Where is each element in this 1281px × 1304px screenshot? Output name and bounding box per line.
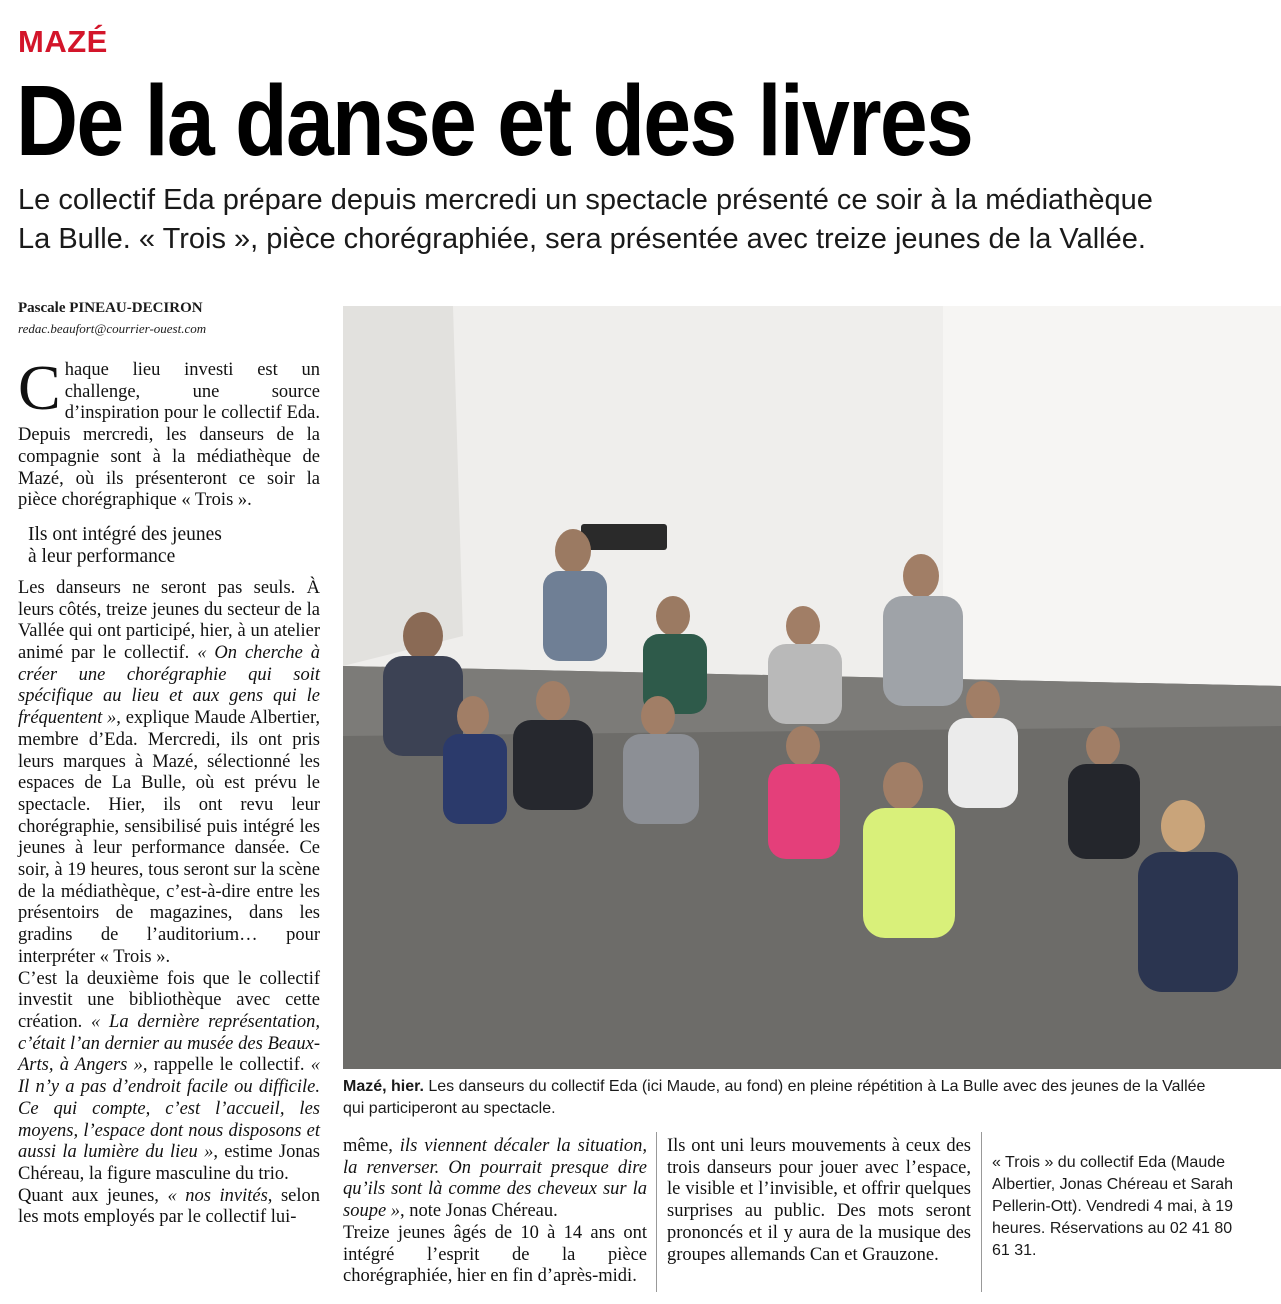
lead-line: Le collectif Eda prépare depuis mercredi un spectacle présenté ce soir à la médiathèque <box>18 184 1153 216</box>
drop-cap: C <box>18 352 61 423</box>
article-column-2 <box>343 1136 647 1288</box>
article-column-3 <box>667 1136 971 1266</box>
photo-caption: Mazé, hier. Les danseurs du collectif Eda (ici Maude, au fond) en pleine répétition à La Bulle avec des jeunes de la Vallée qui participeront au spectacle. <box>343 1078 1206 1117</box>
author-name: Pascale PINEAU-DECIRON <box>18 300 203 316</box>
info-box: « Trois » du collectif Eda (Maude Albertier, Jonas Chéreau et Sarah Pellerin-Ott). Vendredi 4 mai, à 19 heures. Réservations au 02 41 80 61 31. <box>992 1154 1234 1259</box>
headline: De la danse et des livres <box>16 65 973 177</box>
paragraph: C’est la deuxième fois que le collectif investit une bibliothèque avec cette création. « La dernière représentation, c’était l’an dernier au musée des Beaux-Arts, à Angers », rappelle le collectif. « Il n’y a pas d’endroit facile ou difficile. Ce qui compte, c’est l’accueil, les moyens, l’espace dont nous disposons et aussi la lumière du lieu », estime Jonas Chéreau, la figure masculine du trio. <box>18 968 321 1184</box>
paragraph: Treize jeunes âgés de 10 à 14 ans ont intégré l’esprit de la pièce chorégraphiée, hier en fin d’après-midi. <box>343 1222 647 1287</box>
paragraph: Chaque lieu investi est un challenge, une source d’inspiration pour le collectif Eda. Depuis mercredi, les danseurs de la compagnie sont à la médiathèque de Mazé, où ils présenteront ce soir la pièce chorégraphique « Trois ». <box>18 352 320 511</box>
lead-line: La Bulle. « Trois », pièce chorégraphiée, sera présentée avec treize jeunes de la Vallée. <box>18 223 1146 255</box>
column-rule <box>981 1132 982 1292</box>
article-photo <box>343 306 1281 1069</box>
article-column-1 <box>18 352 321 1229</box>
author-email: redac.beaufort@courrier-ouest.com <box>18 321 207 336</box>
subheading: Ils ont intégré des jeunes à leur performance <box>28 523 222 567</box>
byline <box>18 300 206 337</box>
column-rule <box>656 1132 657 1292</box>
paragraph: Quant aux jeunes, « nos invités, selon les mots employés par le collectif lui- <box>18 1185 320 1228</box>
lead-paragraph <box>18 181 1268 259</box>
photo-illustration <box>343 306 1281 1069</box>
section-kicker: MAZÉ <box>18 24 108 59</box>
paragraph: Ils ont uni leurs mouvements à ceux des trois danseurs pour jouer avec l’espace, le visible et l’invisible, et offrir quelques surprises au public. Des mots seront prononcés et il y aura de la musique des groupes allemands Can et Grauzone. <box>667 1136 971 1265</box>
paragraph: Les danseurs ne seront pas seuls. À leurs côtés, treize jeunes du secteur de la Vallée qui ont participé, hier, à un atelier animé par le collectif. « On cherche à créer une chorégraphie qui soit spécifique au lieu et aux gens qui le fréquentent », explique Maude Albertier, membre d’Eda. Mercredi, ils ont pris leurs marques à Mazé, sélectionné les espaces de La Bulle, où est prévu le spectacle. Hier, ils ont revu leur chorégraphie, sensibilisé puis intégré les jeunes à leur performance dansée. Ce soir, à 19 heures, tous seront sur la scène de la médiathèque, c’est-à-dire entre les présentoirs de magazines, dans les gradins de l’auditorium… pour interpréter « Trois ». <box>18 577 321 967</box>
paragraph: même, ils viennent décaler la situation, la renverser. On pourrait presque dire qu’ils sont là comme des cheveux sur la soupe », note Jonas Chéreau. <box>343 1136 648 1222</box>
